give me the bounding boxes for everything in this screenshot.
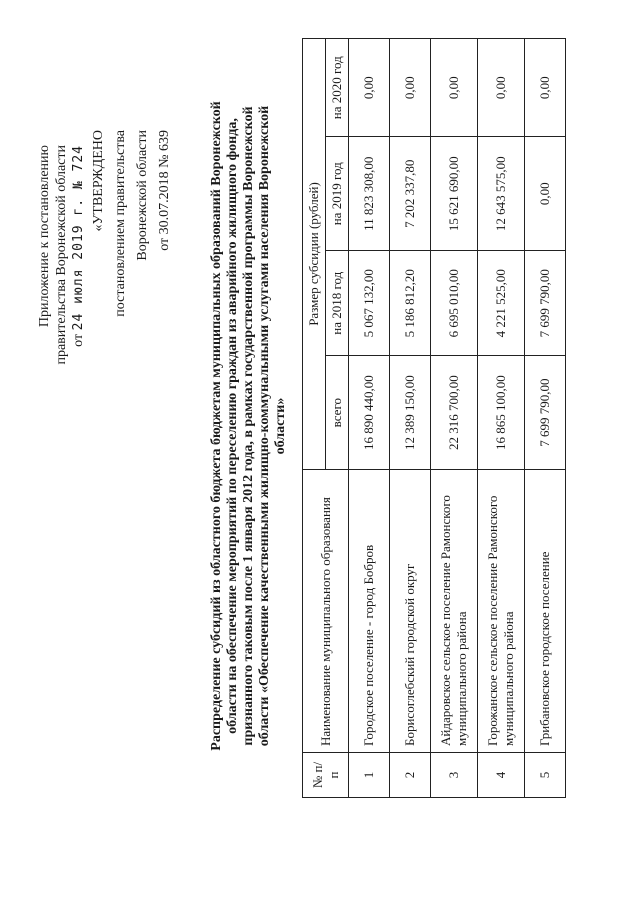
row-2018: 5 067 132,00 — [349, 251, 390, 356]
row-total: 16 865 100,00 — [478, 356, 525, 470]
approved-line-1: «УТВЕРЖДЕНО — [91, 130, 106, 232]
row-total: 22 316 700,00 — [431, 356, 478, 470]
row-2020: 0,00 — [525, 39, 566, 137]
row-total: 7 699 790,00 — [525, 356, 566, 470]
row-2019: 11 823 308,00 — [349, 137, 390, 251]
row-2019: 12 643 575,00 — [478, 137, 525, 251]
row-2019: 0,00 — [525, 137, 566, 251]
row-2018: 7 699 790,00 — [525, 251, 566, 356]
appendix-line-1: Приложение к постановлению — [37, 145, 52, 328]
appendix-line-3 — [70, 145, 87, 365]
row-2020: 0,00 — [349, 39, 390, 137]
row-number: 2 — [390, 753, 431, 798]
appendix-date-prefix: от — [71, 333, 86, 347]
row-total: 12 389 150,00 — [390, 356, 431, 470]
row-municipality: Айдаровское сельское поселение Рамонского муниципального района — [431, 470, 478, 753]
row-2020: 0,00 — [431, 39, 478, 137]
appendix-note — [36, 145, 87, 365]
header-subsidy-size: Размер субсидии (рублей) — [303, 39, 326, 470]
header-2019: на 2019 год — [326, 137, 349, 251]
table-row — [478, 39, 525, 798]
row-2019: 15 621 690,00 — [431, 137, 478, 251]
subsidy-table — [302, 38, 566, 798]
row-2020: 0,00 — [390, 39, 431, 137]
table-header-row — [303, 39, 326, 798]
row-number: 4 — [478, 753, 525, 798]
row-2018: 4 221 525,00 — [478, 251, 525, 356]
row-total: 16 890 440,00 — [349, 356, 390, 470]
row-2019: 7 202 337,80 — [390, 137, 431, 251]
row-number: 5 — [525, 753, 566, 798]
approved-line-2: постановлением правительства — [113, 130, 128, 317]
row-municipality: Борисоглебский городской округ — [390, 470, 431, 753]
table-row — [390, 39, 431, 798]
approved-line-3: Воронежской области — [135, 130, 150, 261]
row-municipality: Горожанское сельское поселение Рамонского муниципального района — [478, 470, 525, 753]
row-2018: 6 695 010,00 — [431, 251, 478, 356]
row-2020: 0,00 — [478, 39, 525, 137]
table-row — [349, 39, 390, 798]
row-2018: 5 186 812,20 — [390, 251, 431, 356]
approved-line-4: от 30.07.2018 № 639 — [157, 130, 172, 251]
header-2020: на 2020 год — [326, 39, 349, 137]
header-2018: на 2018 год — [326, 251, 349, 356]
document-title: Распределение субсидий из областного бюджета бюджетам муниципальных образований Воронежской области на обеспечение мероприятий по переселению граждан из аварийного жилищного фонда, признанного таковым после 1 января 2012 года, в рамках государственной программы Воронежской области «Обеспечение качественными жилищно-коммунальными услугами населения Воронежской области» — [209, 101, 288, 751]
header-total: всего — [326, 356, 349, 470]
header-municipality: Наименование муниципального образования — [303, 470, 349, 753]
row-number: 3 — [431, 753, 478, 798]
appendix-date-handwritten: 24 июля 2019 г. № 724 — [71, 145, 86, 331]
header-number: № п/п — [303, 753, 349, 798]
row-municipality: Грибановское городское поселение — [525, 470, 566, 753]
approval-stamp — [88, 130, 176, 317]
table-row — [525, 39, 566, 798]
row-number: 1 — [349, 753, 390, 798]
table-row — [431, 39, 478, 798]
appendix-line-2: правительства Воронежской области — [54, 145, 69, 365]
row-municipality: Городское поселение - город Бобров — [349, 470, 390, 753]
